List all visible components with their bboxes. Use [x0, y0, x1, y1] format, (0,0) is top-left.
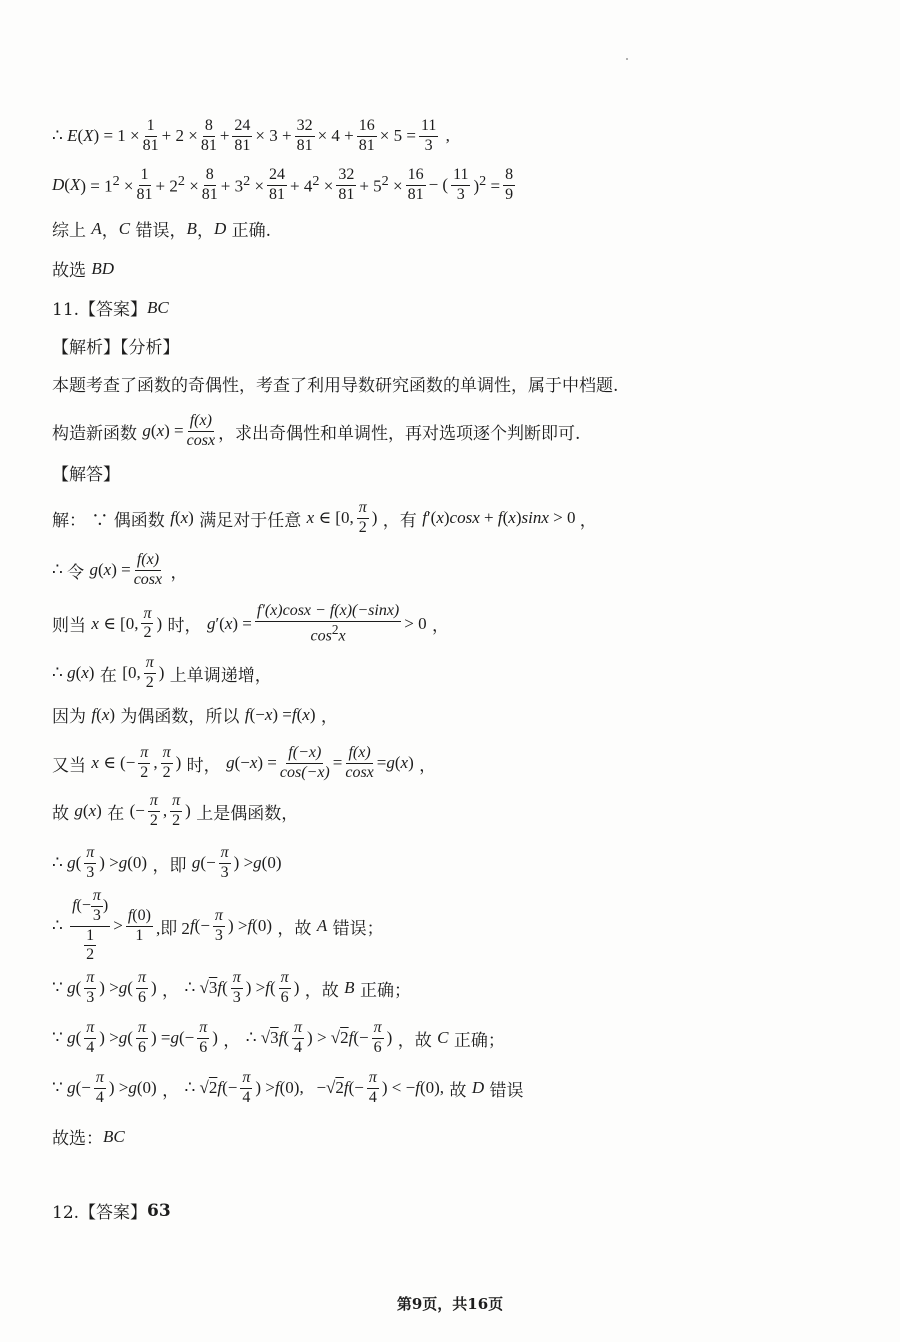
solution-step-11: ∵ g ( $\frac{\pi}{4}$ ) > g ( $\frac{\pi}{6}$ ) = g (− $\frac{\pi}{6}$ ) ， ∴ √3 f ( $\frac{\pi}{4}$ ) > √2 f (− $\frac{\pi}{6}$ ) ，故 C 正确；: [52, 1019, 505, 1056]
expectation-formula: ∴ E ( X ) = 1 × $\frac{1}{81}$ + 2 × $\frac{8}{81}$ + $\frac{24}{81}$ × 3 + $\frac{32}{81}$ × 4 + $\frac{16}{81}$ × 5 = $\frac{11}{3}$ ,: [52, 117, 450, 154]
page-footer: 第9页，共16页: [396, 1295, 504, 1313]
solution-heading: 【解答】: [52, 465, 120, 485]
analysis-heading: 【解析】【分析】: [52, 338, 180, 358]
scan-speck: [626, 58, 628, 60]
answer-11-heading: 11.【答案】 BC: [52, 297, 169, 320]
solution-step-2: ∴ 令 g ( x ) = $\frac{f(x)}{\cos x}$ ，: [52, 551, 188, 588]
analysis-text: 本题考查了函数的奇偶性，考查了利用导数研究函数的单调性，属于中档题.: [52, 376, 619, 396]
solution-step-7: 故 g ( x ) 在 (− $\frac{\pi}{2}$ , $\frac{\pi}{2}$ ) 上是偶函数，: [52, 792, 299, 829]
solution-step-8: ∴ g ( $\frac{\pi}{3}$ ) > g (0) ，即 g (− $\frac{\pi}{3}$ ) > g (0): [52, 844, 282, 881]
solution-step-9: ∴ f(− $\frac{\pi}{3}$ ) $\frac{1}{2}$ > $\frac{f(0)}{1}$ ,即 2 f (− $\frac{\pi}{3}$ ) > f (0) ，故 A 错误；: [52, 887, 384, 964]
solution-step-6: 又当 x ∈ (− $\frac{\pi}{2}$ , $\frac{\pi}{2}$ ) 时， g (− x ) = $\frac{f(-x)}{\cos(-x)}$ = $\frac{f(x)}{\cos x}$ = g ( x ) ，: [52, 744, 437, 781]
solution-step-3: 则当 x ∈ [0, $\frac{\pi}{2}$ ) 时， g ′( x ) = $\frac{f'(x)\cos x - f(x)(-\sin x)}{\cos^2x}$ > 0 ，: [52, 602, 449, 645]
summary-line: 综上 A ， C 错误， B ， D 正确.: [52, 218, 272, 241]
solution-step-10: ∵ g ( $\frac{\pi}{3}$ ) > g ( $\frac{\pi}{6}$ ) ， ∴ √3 f ( $\frac{\pi}{3}$ ) > f ( $\frac{\pi}{6}$ ) ，故 B 正确；: [52, 969, 411, 1006]
solution-step-4: ∴ g ( x ) 在 [0, $\frac{\pi}{2}$ ) 上单调递增，: [52, 654, 272, 691]
choice-line: 故选 BD: [52, 258, 115, 281]
construct-function-line: 构造新函数 g ( x ) = $\frac{f(x)}{\cos x}$ ，求出奇偶性和单调性，再对选项逐个判断即可.: [52, 412, 581, 449]
solution-step-1: 解： ∵ 偶函数 f ( x ) 满足对于任意 x ∈ [0, $\frac{\pi}{2}$ ) ，有 f ′( x ) cosx + f ( x ) sinx > 0 ，: [52, 499, 597, 536]
solution-step-5: 因为 f ( x ) 为偶函数，所以 f (− x ) = f ( x ) ，: [52, 704, 338, 727]
answer-12-heading: 12.【答案】 63: [52, 1200, 171, 1223]
final-choice: 故选： BC: [52, 1126, 125, 1149]
variance-formula: D ( X ) = $1^2$ × $\frac{1}{81}$ + $2^2$ × $\frac{8}{81}$ + $3^2$ × $\frac{24}{81}$ + $4^2$ × $\frac{32}{81}$ + $5^2$ × $\frac{16}{81}$ − ( $\frac{11}{3}$ )$^2$ = $\frac{8}{9}$: [52, 166, 514, 203]
solution-step-12: ∵ g (− $\frac{\pi}{4}$ ) > g (0) ， ∴ √2 f (− $\frac{\pi}{4}$ ) > f (0), −√2 f (− $\frac{\pi}{4}$ ) < − f (0), 故 D 错误: [52, 1069, 524, 1106]
